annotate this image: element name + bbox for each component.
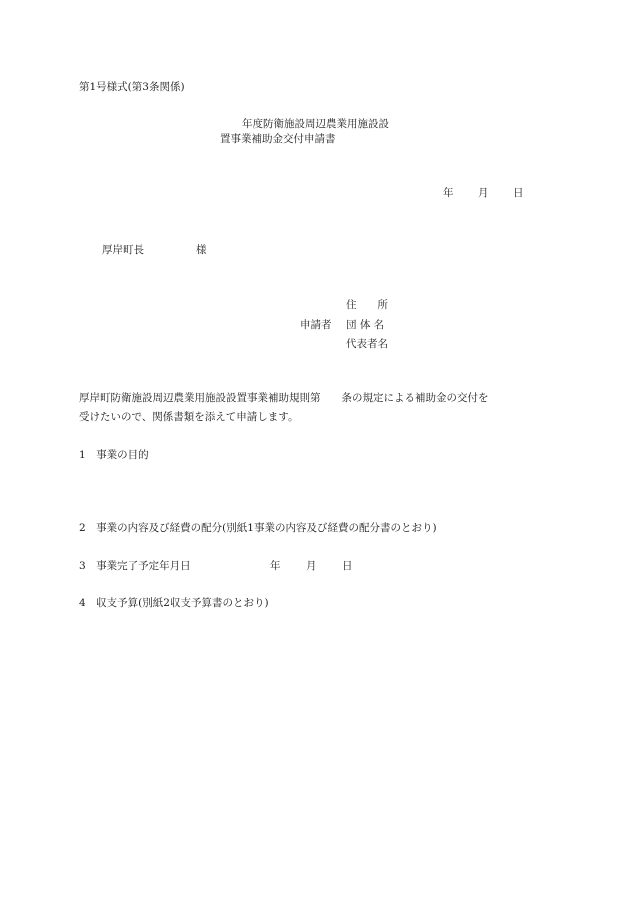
applicant-address-label: 住 所 — [346, 299, 388, 311]
body-line-2: 受けたいので、関係書類を添えて申請します。 — [79, 411, 299, 423]
date-year-label: 年 — [443, 187, 454, 199]
completion-month-label: 月 — [306, 560, 317, 572]
item-completion-date: 3 事業完了予定年月日 — [79, 560, 191, 572]
date-month-label: 月 — [478, 187, 489, 199]
applicant-organization-label: 団 体 名 — [346, 319, 385, 331]
applicant-representative-label: 代表者名 — [346, 338, 388, 350]
item-content-and-costs: 2 事業の内容及び経費の配分(別紙1事業の内容及び経費の配分書のとおり) — [79, 522, 437, 534]
addressee-name: 厚岸町長 — [102, 244, 144, 256]
document-title-line-1: 年度防衛施設周辺農業用施設設 — [242, 118, 389, 130]
addressee-honorific: 様 — [196, 244, 207, 256]
item-budget: 4 収支予算(別紙2収支予算書のとおり) — [79, 597, 269, 609]
applicant-label: 申請者 — [300, 319, 332, 331]
date-day-label: 日 — [513, 187, 524, 199]
form-number: 第1号様式(第3条関係) — [79, 81, 185, 93]
completion-day-label: 日 — [342, 560, 353, 572]
item-purpose: 1 事業の目的 — [79, 449, 149, 461]
completion-year-label: 年 — [270, 560, 281, 572]
document-title-line-2: 置事業補助金交付申請書 — [220, 133, 336, 145]
body-line-1: 厚岸町防衛施設周辺農業用施設設置事業補助規則第 条の規定による補助金の交付を — [79, 392, 489, 404]
